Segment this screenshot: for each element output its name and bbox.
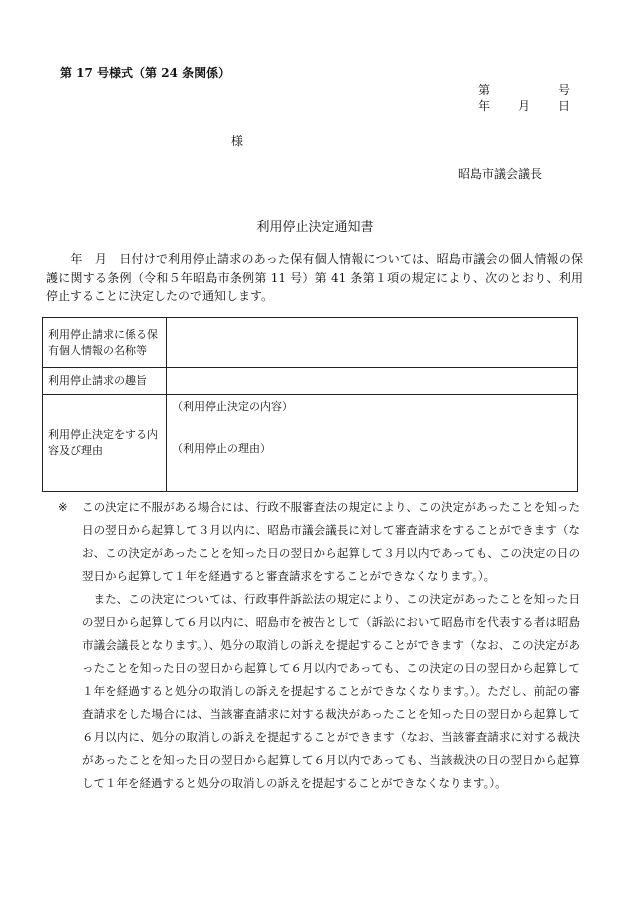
table-row (43, 368, 578, 395)
decision-content-value (167, 395, 578, 492)
date-year: 年 (478, 99, 491, 113)
request-purpose-label: 利用停止請求の趣旨 (43, 368, 167, 395)
table-row (43, 318, 578, 368)
decision-content-heading: （利用停止決定の内容） (172, 400, 293, 413)
date-month: 月 (518, 99, 531, 113)
addressee: 様 (231, 134, 244, 148)
info-name-label: 利用停止請求に係る保有個人情報の名称等 (43, 318, 167, 368)
number-suffix: 号 (557, 83, 570, 97)
note-lawsuit: また、この決定については、行政事件訴訟法の規定により、この決定があったことを知った日の翌日から起算して６月以内に、昭島市を被告として（訴訟において昭島市を代表する者は昭島市議会議長となります。）、処分の取消しの訴えを提起することができます（なお、この決定があったことを知った日の翌日から起算して６月以内であっても、この決定の日の翌日から起算して１年を経過すると処分の取消しの訴えを提起することができなくなります。）。ただし、前記の審査請求をした場合には、当該審査請求に対する裁決があったことを知った日の翌日から起算して６月以内に、処分の取消しの訴えを提起することができます（なお、当該審査請求に対する裁決があったことを知った日の翌日から起算して６月以内であっても、当該裁決の日の翌日から起算して１年を経過すると処分の取消しの訴えを提起することができなくなります。）。 (82, 592, 580, 790)
info-name-value (167, 318, 578, 368)
note-administrative-appeal: この決定に不服がある場合には、行政不服審査法の規定により、この決定があったことを知った日の翌日から起算して３月以内に、昭島市議会議長に対して審査請求をすることができます（なお、この決定があったことを知った日の翌日から起算して３月以内であっても、この決定の日の翌日から起算して１年を経過すると審査請求をすることができなくなります。）。 (82, 500, 580, 583)
document-title: 利用停止決定通知書 (256, 220, 374, 235)
intro-paragraph (46, 250, 583, 306)
date-day: 日 (557, 99, 570, 113)
intro-text: 年 月 日付けで利用停止請求のあった保有個人情報については、昭島市議会の個人情報の保護に関する条例（令和５年昭島市条例第 11 号）第 41 条第１項の規定により、次のとおり、利用停止することに決定したので通知します。 (46, 252, 583, 303)
decision-content-label: 利用停止決定をする内容及び理由 (43, 395, 167, 492)
form-number-label: 第 17 号様式（第 24 条関係） (60, 66, 231, 80)
notes-section (60, 496, 580, 795)
table-row (43, 395, 578, 492)
request-purpose-value (167, 368, 578, 395)
issuer-name: 昭島市議会議長 (458, 167, 543, 181)
note-mark: ※ (58, 500, 68, 514)
decision-table (42, 317, 578, 492)
decision-reason-heading: （利用停止の理由） (172, 442, 271, 455)
number-prefix: 第 (478, 83, 491, 97)
